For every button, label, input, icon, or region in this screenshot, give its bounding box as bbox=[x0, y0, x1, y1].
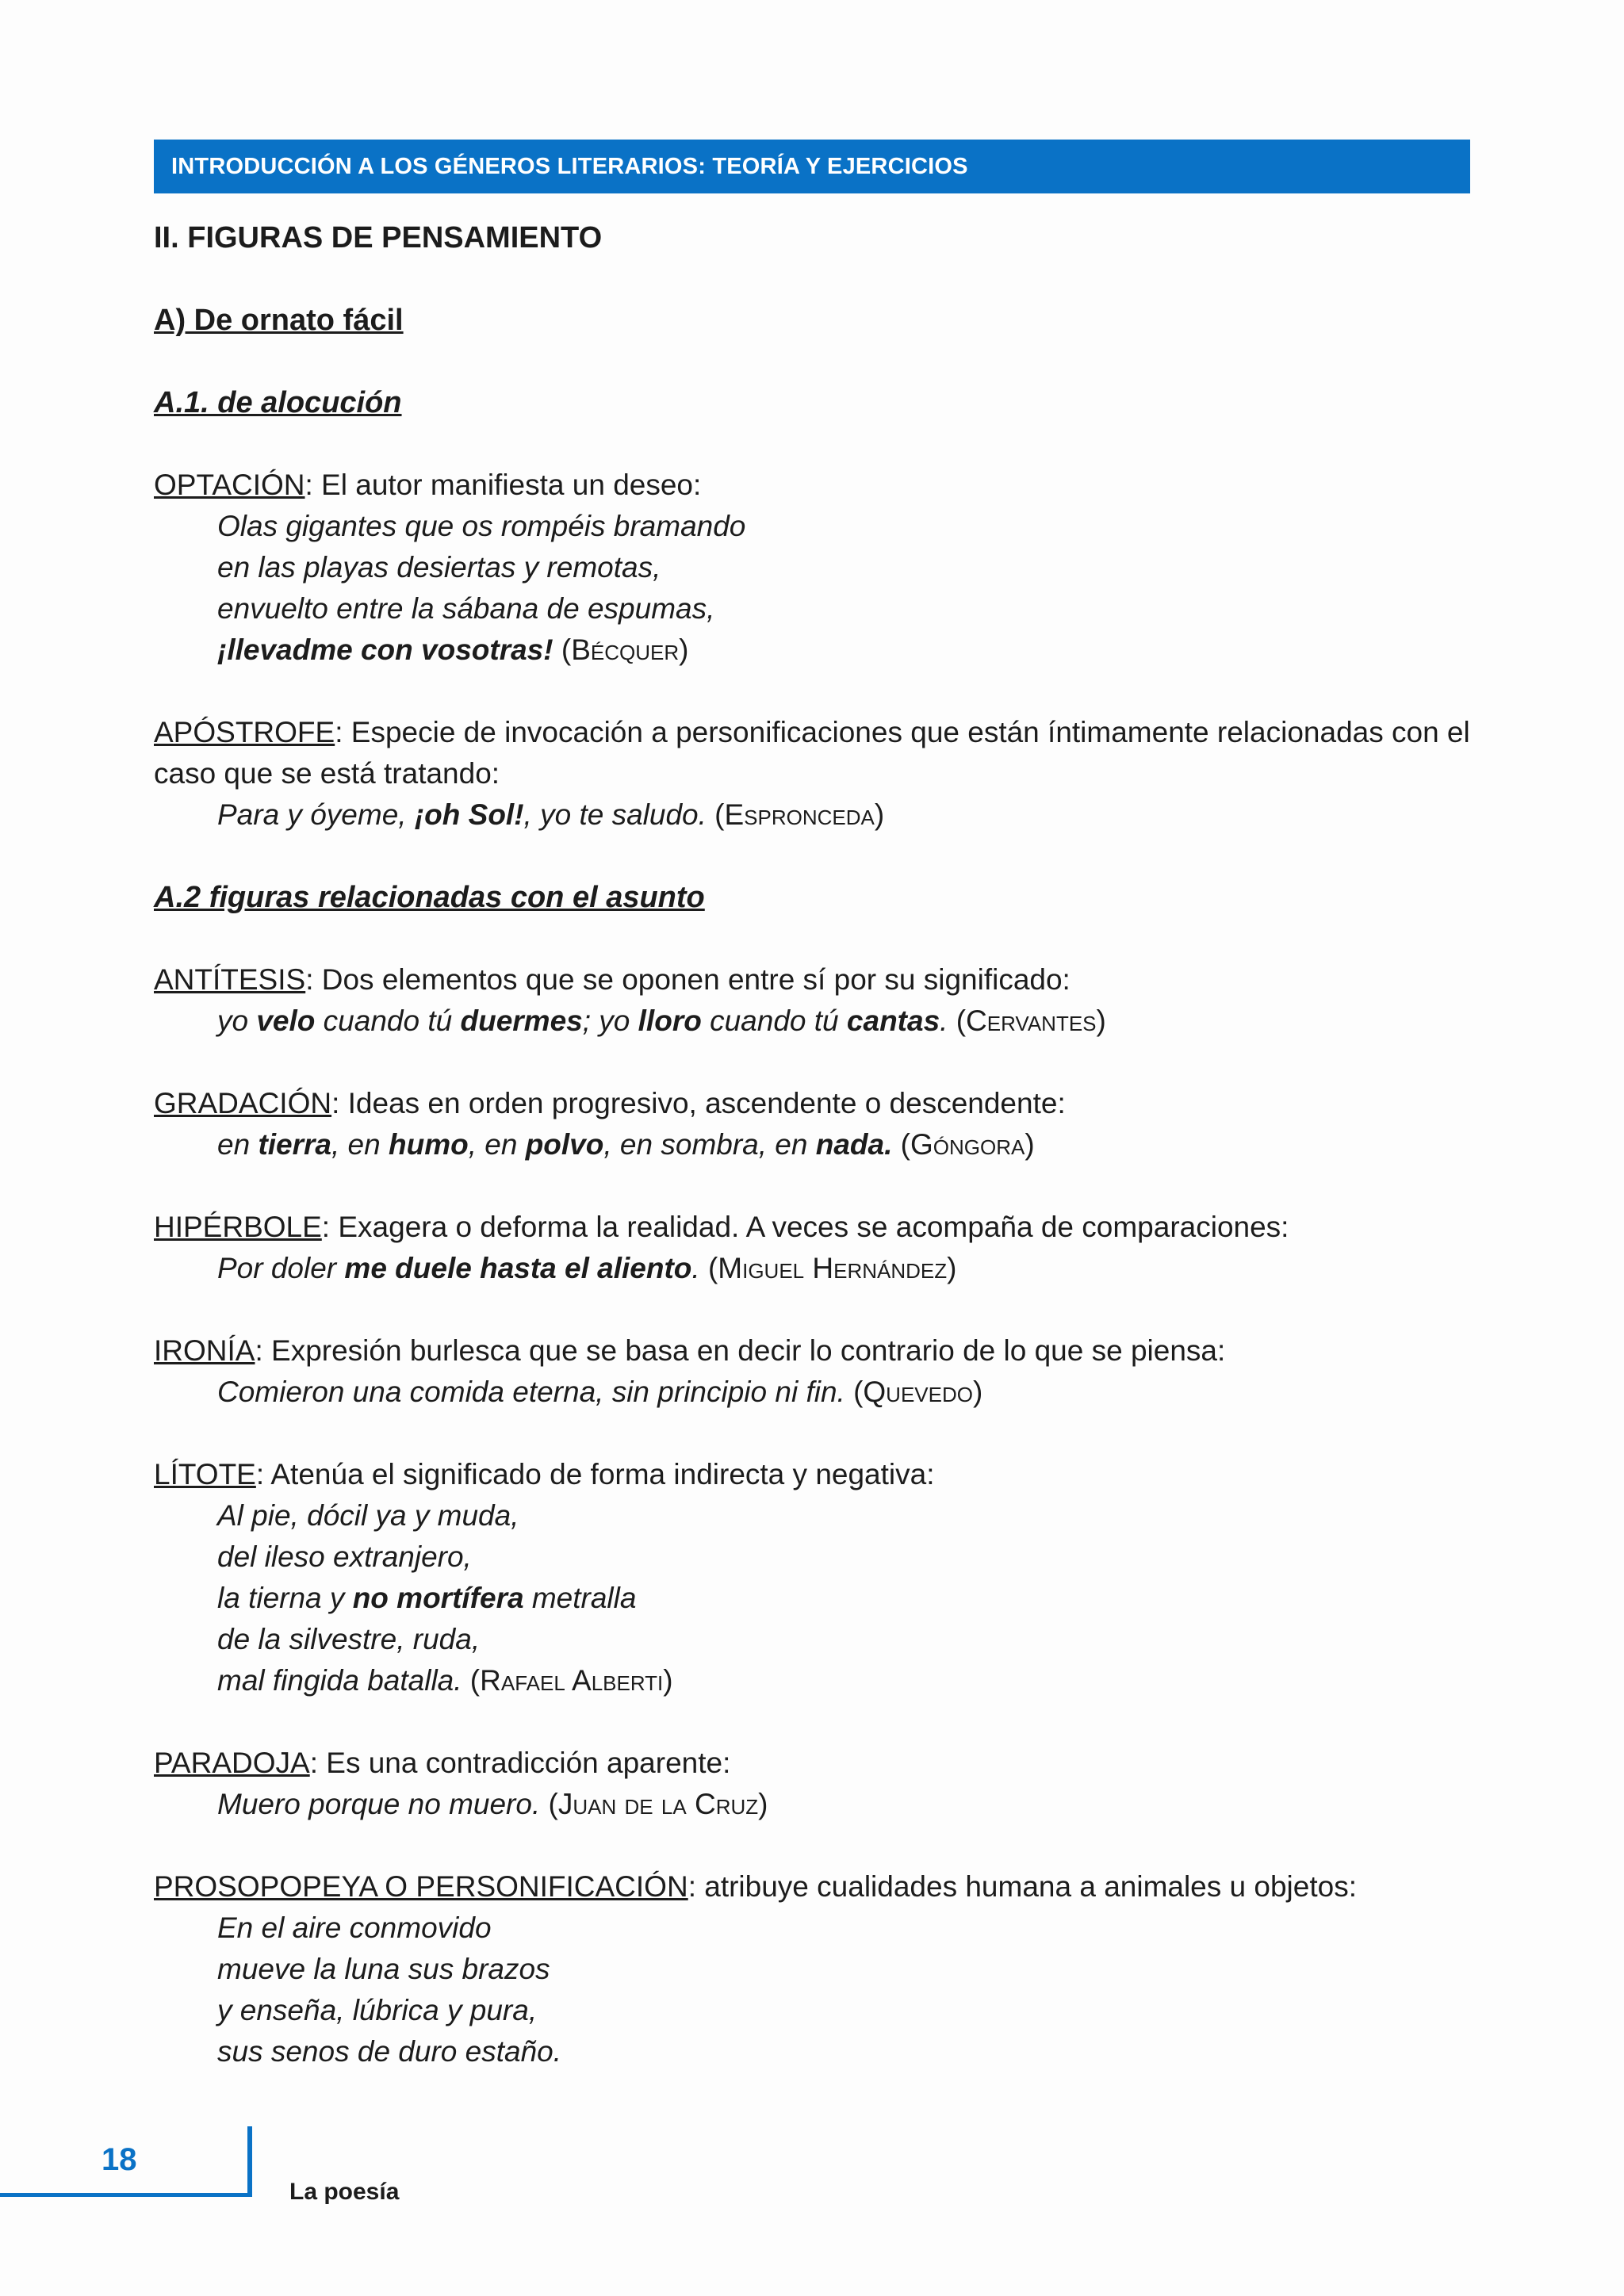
definition-text: : atribuye cualidades humana a animales u objetos: bbox=[688, 1870, 1357, 1903]
content bbox=[154, 217, 1470, 2072]
example-emphasis: humo bbox=[389, 1128, 469, 1161]
example-text: en bbox=[217, 1128, 259, 1161]
term-antitesis: ANTÍTESIS bbox=[154, 963, 306, 996]
example-text: cuando tú bbox=[315, 1004, 461, 1037]
example-emphasis: cantas bbox=[846, 1004, 940, 1037]
example-emphasis: polvo bbox=[525, 1128, 604, 1161]
footer-rule-vertical bbox=[247, 2126, 252, 2197]
author-citation: (Quevedo) bbox=[845, 1376, 983, 1408]
example-emphasis: duermes bbox=[460, 1004, 583, 1037]
definition-text: : El autor manifiesta un deseo: bbox=[304, 469, 702, 501]
header-bar bbox=[154, 140, 1470, 193]
example-text: , en sombra, en bbox=[603, 1128, 816, 1161]
definition-gradacion bbox=[154, 1083, 1470, 1124]
page-number: 18 bbox=[102, 2142, 137, 2177]
footer-rule-horizontal bbox=[0, 2193, 252, 2197]
example-text: , yo te saludo. bbox=[523, 798, 707, 831]
definition-litote bbox=[154, 1454, 1470, 1495]
section-title: II. FIGURAS DE PENSAMIENTO bbox=[154, 221, 603, 254]
subsubsection-title: A.1. de alocución bbox=[154, 386, 402, 419]
definition-apostrofe bbox=[154, 712, 1470, 794]
example-emphasis: tierra bbox=[258, 1128, 331, 1161]
header-title: INTRODUCCIÓN A LOS GÉNEROS LITERARIOS: TEORÍA Y EJERCICIOS bbox=[171, 153, 968, 179]
example-text: cuando tú bbox=[701, 1004, 847, 1037]
definition-ironia bbox=[154, 1330, 1470, 1372]
subsection-title: A) De ornato fácil bbox=[154, 304, 404, 337]
example-emphasis: lloro bbox=[638, 1004, 702, 1037]
example-line bbox=[154, 1248, 1470, 1289]
example-text: metralla bbox=[523, 1582, 637, 1614]
example-line: en las playas desiertas y remotas, bbox=[217, 551, 661, 584]
footer-title: La poesía bbox=[289, 2179, 400, 2205]
example-text: Para y óyeme, bbox=[217, 798, 415, 831]
author-citation: (Espronceda) bbox=[706, 798, 885, 831]
definition-hiperbole bbox=[154, 1207, 1470, 1248]
example-text: . bbox=[691, 1252, 700, 1284]
definition-optacion bbox=[154, 465, 1470, 506]
example-line: envuelto entre la sábana de espumas, bbox=[217, 592, 715, 625]
definition-text: : Atenúa el significado de forma indirecta y negativa: bbox=[255, 1458, 935, 1490]
example-line: Olas gigantes que os rompéis bramando bbox=[217, 510, 746, 542]
example-line: En el aire conmovido bbox=[217, 1911, 492, 1944]
example-line bbox=[154, 629, 1470, 671]
term-prosopopeya: PROSOPOPEYA O PERSONIFICACIÓN bbox=[154, 1870, 688, 1903]
author-citation: (Miguel Hernández) bbox=[699, 1252, 957, 1284]
example-emphasis: velo bbox=[256, 1004, 316, 1037]
definition-text: : Especie de invocación a personificaciones que están íntimamente relacionadas con el caso que se está tratando: bbox=[154, 716, 1470, 790]
example-line bbox=[154, 1372, 1470, 1413]
term-ironia: IRONÍA bbox=[154, 1334, 255, 1367]
example-text: , en bbox=[468, 1128, 526, 1161]
definition-text: : Exagera o deforma la realidad. A veces se acompaña de comparaciones: bbox=[321, 1211, 1289, 1243]
example-text: Comieron una comida eterna, sin principio ni fin. bbox=[217, 1376, 845, 1408]
example-line: sus senos de duro estaño. bbox=[217, 2035, 562, 2068]
term-gradacion: GRADACIÓN bbox=[154, 1087, 332, 1119]
term-apostrofe: APÓSTROFE bbox=[154, 716, 335, 748]
definition-prosopopeya bbox=[154, 1866, 1470, 1908]
example-line bbox=[154, 794, 1470, 836]
example-emphasis: ¡oh Sol! bbox=[414, 798, 524, 831]
example-line bbox=[154, 1001, 1470, 1042]
term-optacion: OPTACIÓN bbox=[154, 469, 305, 501]
term-hiperbole: HIPÉRBOLE bbox=[154, 1211, 322, 1243]
definition-text: : Ideas en orden progresivo, ascendente o descendente: bbox=[331, 1087, 1066, 1119]
example-text: , en bbox=[331, 1128, 389, 1161]
example-line bbox=[154, 1578, 1470, 1619]
author-citation: (Juan de la Cruz) bbox=[540, 1788, 768, 1820]
author-citation: (Góngora) bbox=[892, 1128, 1035, 1161]
example-emphasis: nada. bbox=[815, 1128, 893, 1161]
example-line: y enseña, lúbrica y pura, bbox=[217, 1994, 538, 2026]
example-line bbox=[154, 1660, 1470, 1701]
example-emphasis: me duele hasta el aliento bbox=[344, 1252, 692, 1284]
definition-text: : Expresión burlesca que se basa en decir lo contrario de lo que se piensa: bbox=[255, 1334, 1226, 1367]
example-text: Por doler bbox=[217, 1252, 345, 1284]
example-text: Muero porque no muero. bbox=[217, 1788, 541, 1820]
definition-paradoja bbox=[154, 1743, 1470, 1784]
subsubsection-title: A.2 figuras relacionadas con el asunto bbox=[154, 881, 705, 914]
definition-antitesis bbox=[154, 959, 1470, 1001]
example-line: de la silvestre, ruda, bbox=[217, 1623, 481, 1655]
definition-text: : Dos elementos que se oponen entre sí por su significado: bbox=[305, 963, 1071, 996]
example-text: yo bbox=[217, 1004, 257, 1037]
example-line: mueve la luna sus brazos bbox=[217, 1953, 550, 1985]
example-emphasis: no mortífera bbox=[352, 1582, 524, 1614]
definition-text: : Es una contradicción aparente: bbox=[309, 1747, 731, 1779]
example-line bbox=[154, 1784, 1470, 1825]
author-citation: (Rafael Alberti) bbox=[462, 1664, 673, 1697]
author-citation: (Cervantes) bbox=[948, 1004, 1106, 1037]
term-litote: LÍTOTE bbox=[154, 1458, 256, 1490]
example-line: del ileso extranjero, bbox=[217, 1540, 472, 1573]
example-text: mal fingida batalla. bbox=[217, 1664, 462, 1697]
example-text: ; yo bbox=[582, 1004, 638, 1037]
example-line bbox=[154, 1124, 1470, 1165]
term-paradoja: PARADOJA bbox=[154, 1747, 310, 1779]
example-text: la tierna y bbox=[217, 1582, 353, 1614]
example-emphasis: ¡llevadme con vosotras! bbox=[217, 633, 553, 666]
example-text: . bbox=[940, 1004, 948, 1037]
example-line: Al pie, dócil ya y muda, bbox=[217, 1499, 519, 1532]
author-citation: (Bécquer) bbox=[553, 633, 689, 666]
